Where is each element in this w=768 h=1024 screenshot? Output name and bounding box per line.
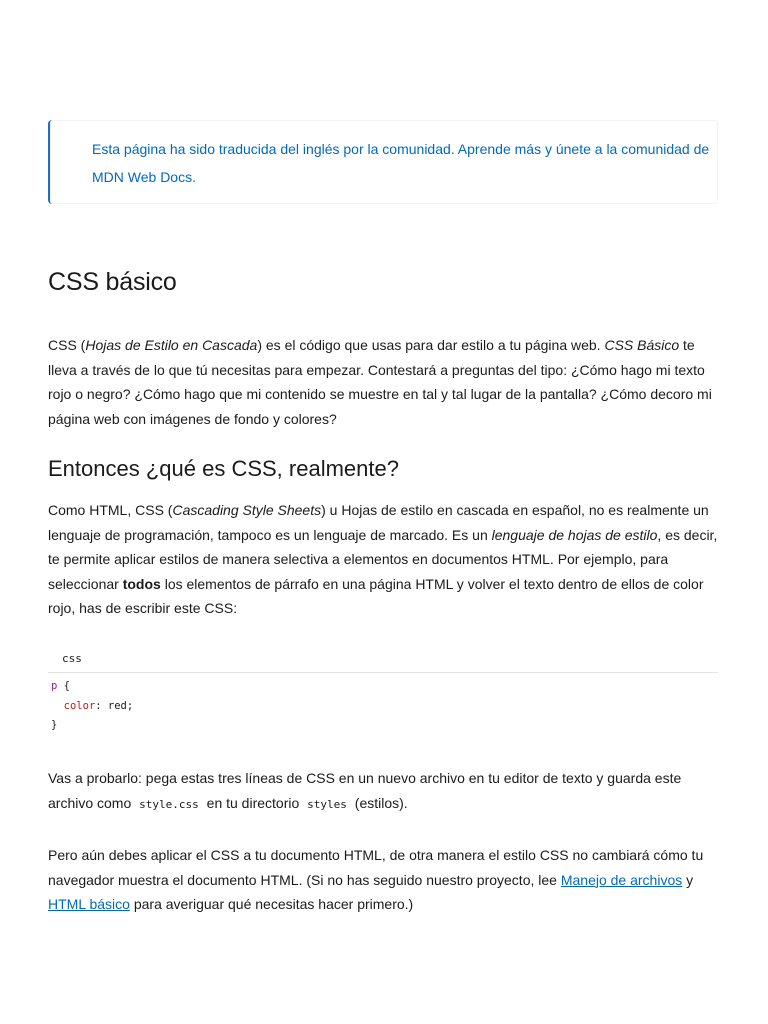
link-manejo-de-archivos[interactable]: Manejo de archivos <box>560 871 683 888</box>
translation-notice-text: Esta página ha sido traducida del inglés por la comunidad. Aprende más y únete a la comunidad de MDN Web Docs. <box>92 141 710 185</box>
filename-code: style.css <box>139 797 199 811</box>
css-code-example[interactable] <box>48 646 718 742</box>
try-it-paragraph: Vas a probarlo: pega estas tres líneas de CSS en un nuevo archivo en tu editor de texto y guarda este archivo como style.css en tu directorio styles (estilos). <box>48 770 682 811</box>
translation-notice <box>48 120 718 204</box>
intro-paragraph: CSS (Hojas de Estilo en Cascada) es el código que usas para dar estilo a tu página web. CSS Básico te lleva a través de lo que tú necesitas para empezar. Contestará a preguntas del tipo: ¿Cómo hago mi texto rojo o negro? ¿Cómo hago que mi contenido se muestre en tal y tal lugar de la pantalla? ¿Cómo decoro mi página web con imágenes de fondo y colores? <box>48 337 712 427</box>
code-divider <box>48 672 718 673</box>
code-property: color <box>63 699 96 712</box>
directory-code: styles <box>307 797 347 811</box>
code-open-brace: { <box>57 680 70 692</box>
page-title: CSS básico <box>48 268 177 296</box>
code-language-label: css <box>62 652 82 665</box>
code-value: : red; <box>95 699 134 712</box>
link-html-basico[interactable]: HTML básico <box>48 896 130 912</box>
code-selector: p <box>51 680 58 692</box>
code-close-brace: } <box>51 719 58 731</box>
code-content[interactable] <box>51 677 133 736</box>
apply-paragraph: Pero aún debes aplicar el CSS a tu documento HTML, de otra manera el estilo CSS no cambiará cómo tu navegador muestra el documento HTML. (Si no has seguido nuestro proyecto, lee Manejo de archivos y HTML básico para averiguar qué necesitas hacer primero.) <box>48 847 704 912</box>
section-heading: Entonces ¿qué es CSS, realmente? <box>48 456 399 481</box>
explanation-paragraph: Como HTML, CSS (Cascading Style Sheets) u Hojas de estilo en cascada en español, no es realmente un lenguaje de programación, tampoco es un lenguaje de marcado. Es un lenguaje de hojas de estilo, es decir, te permite aplicar estilos de manera selectiva a elementos en documentos HTML. Por ejemplo, para seleccionar todos los elementos de párrafo en una página HTML y volver el texto dentro de ellos de color rojo, has de escribir este CSS: <box>48 502 718 616</box>
